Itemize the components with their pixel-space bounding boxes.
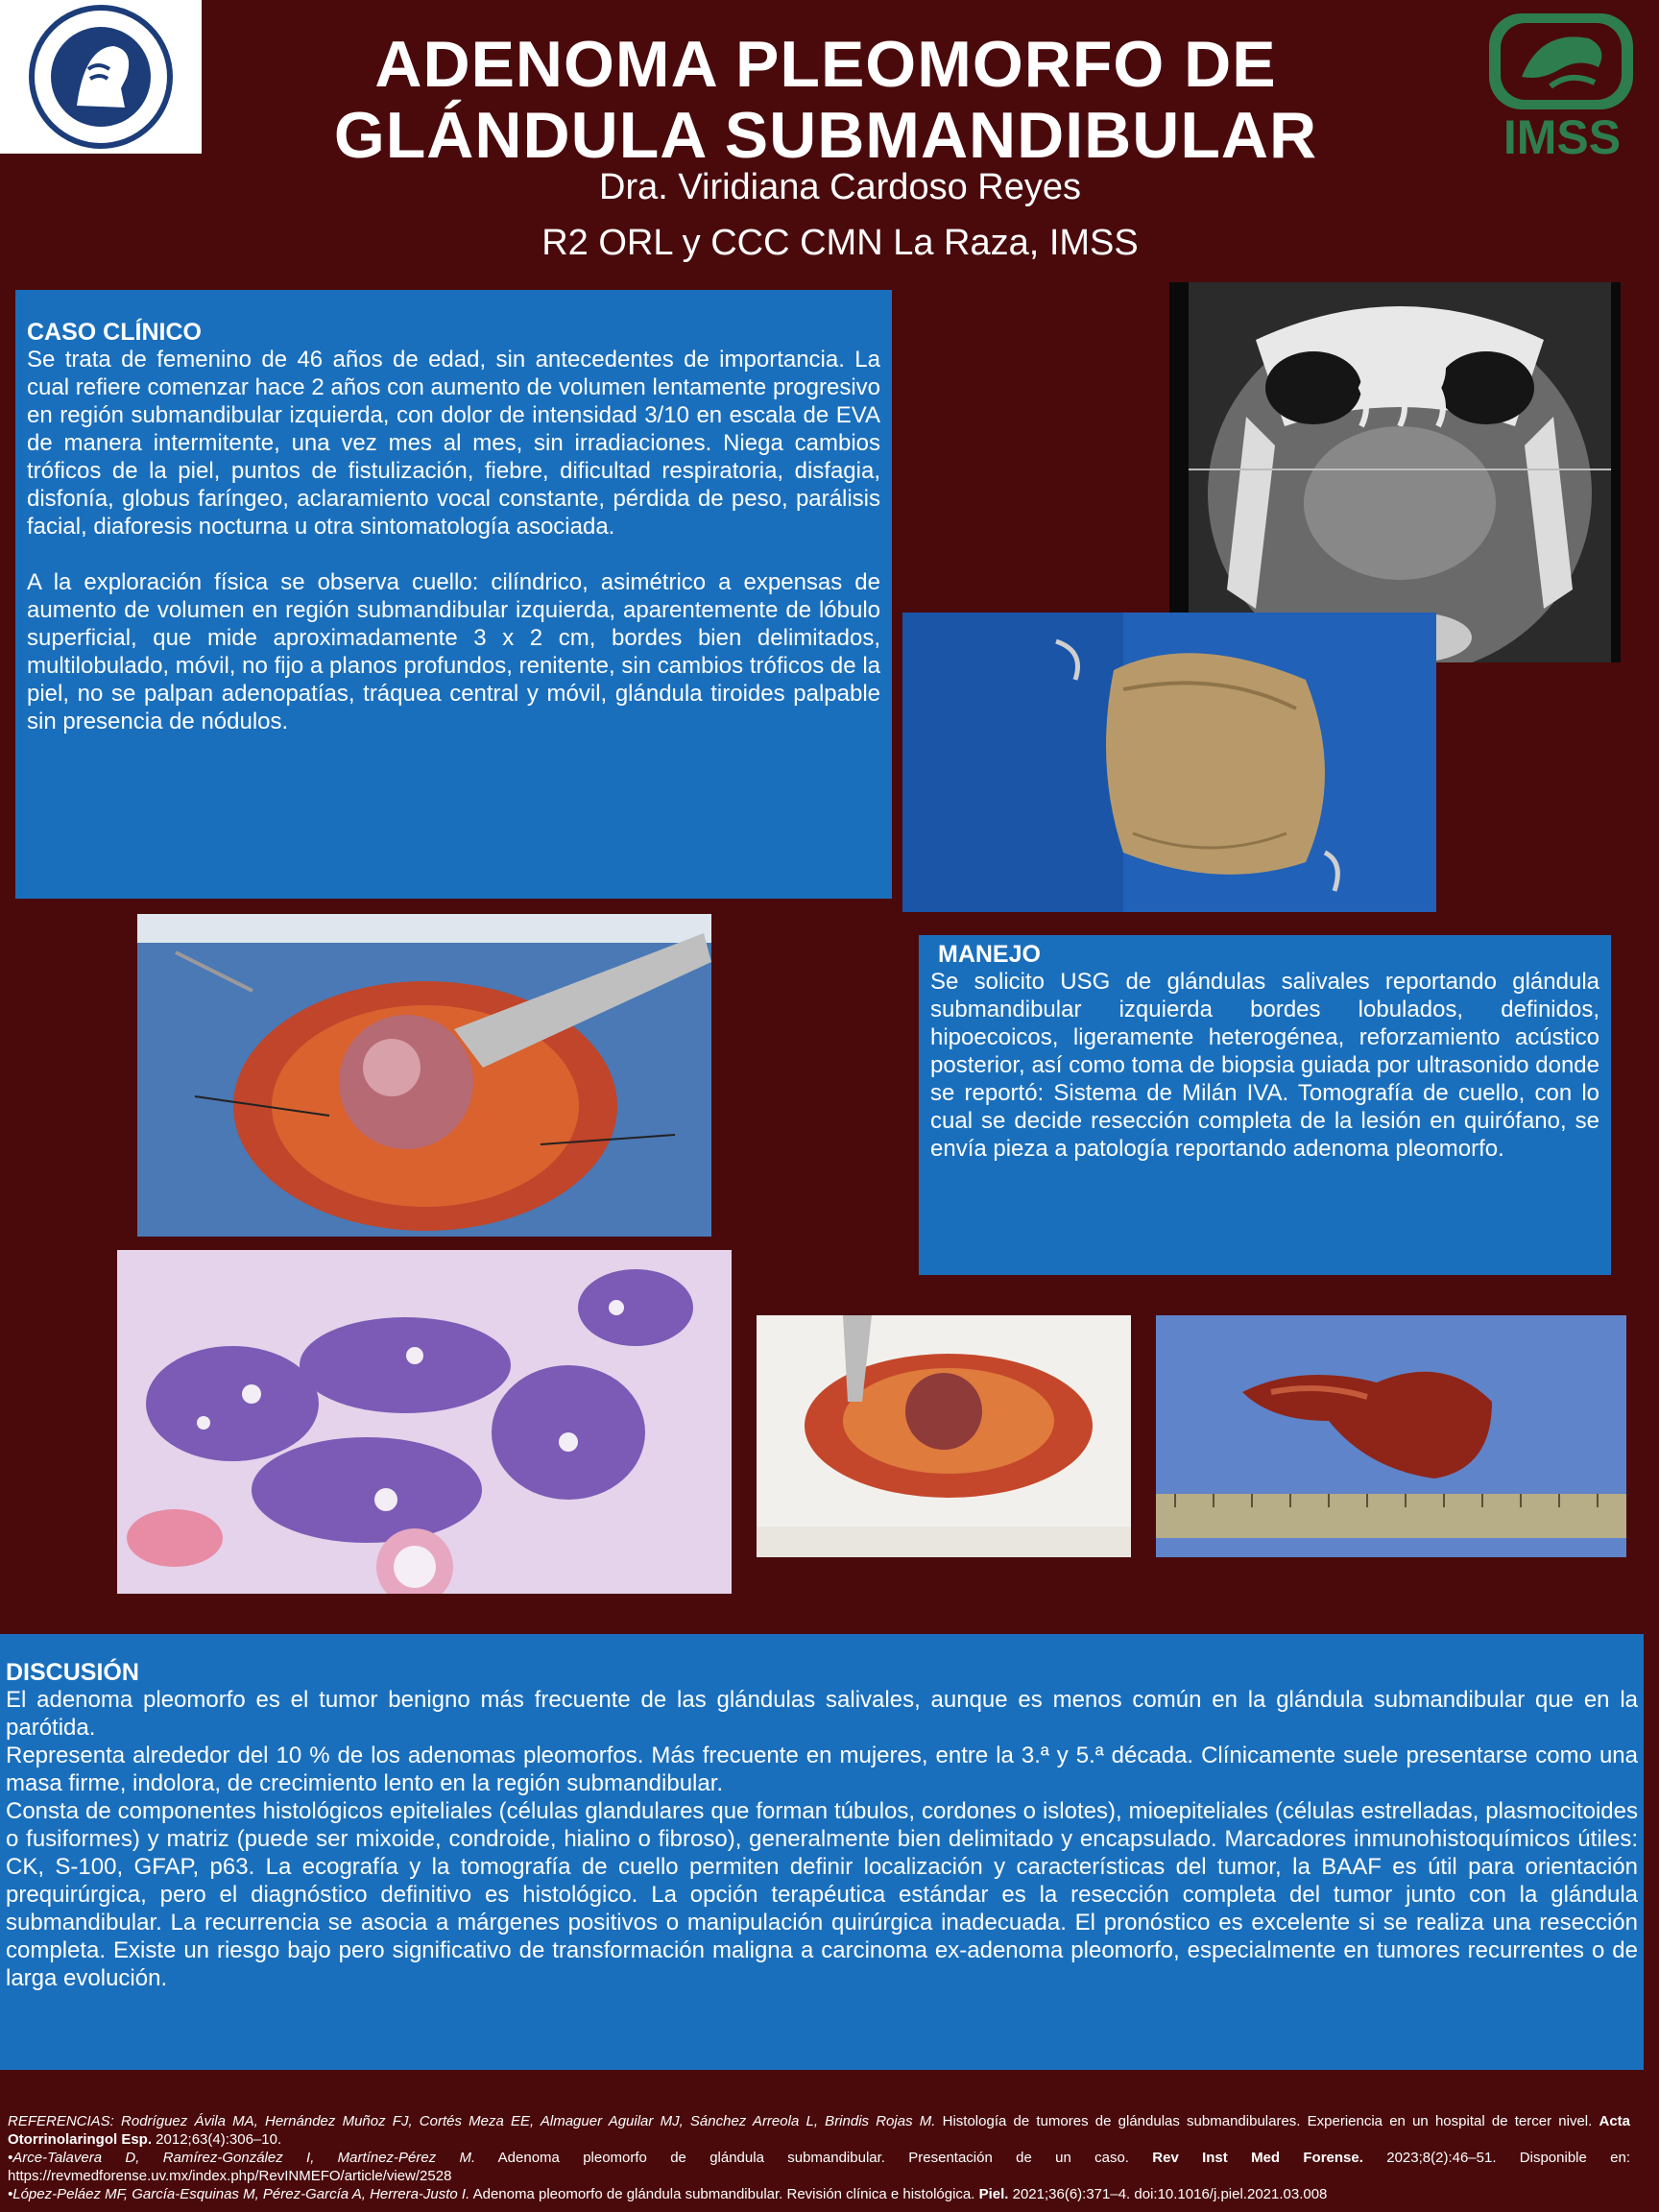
title-line-1: ADENOMA PLEOMORFO DE bbox=[374, 28, 1277, 101]
surgery-photo-1-image bbox=[137, 914, 711, 1237]
caso-clinico-paragraph-2: A la exploración física se observa cuello: cilíndrico, asimétrico a expensas de aumento de volumen en región submandibular izquierda, aparentemente de lóbulo superficial, que mide aproximadamente 3 x 2 cm, bordes bien delimitados, multilobulado, móvil, no fijo a planos profundos, renitente, sin cambios tróficos de la piel, no se palpan adenopatías, tráquea central y móvil, glándula tiroides palpable sin presencia de nódulos. bbox=[27, 569, 880, 734]
poster-title bbox=[202, 29, 1450, 171]
ent-department-seal-icon bbox=[0, 0, 202, 154]
caso-clinico-panel bbox=[15, 290, 892, 899]
caso-clinico-paragraph-1: Se trata de femenino de 46 años de edad, sin antecedentes de importancia. La cual refiere comenzar hace 2 años con aumento de volumen lentamente progresivo en región submandibular izquierda, con dolor de intensidad 3/10 en escala de EVA de manera intermitente, una vez mes al mes, sin irradiaciones. Niega cambios tróficos de la piel, puntos de fistulización, fiebre, dificultad respiratoria, disfagia, disfonía, globus faríngeo, aclaramiento vocal constante, pérdida de peso, parálisis facial, diaforesis nocturna u otra sintomatología asociada. bbox=[27, 347, 880, 540]
imss-logo-text: IMSS bbox=[1503, 110, 1622, 163]
discusion-panel bbox=[0, 1634, 1644, 2070]
neck-photo-image bbox=[902, 613, 1436, 912]
author-name: Dra. Viridiana Cardoso Reyes bbox=[599, 167, 1081, 207]
reference-3: •López-Peláez MF, García-Esquinas M, Pérez-García A, Herrera-Justo I. Adenoma pleomorfo de glándula submandibular. Revisión clínica e histológica. Piel. 2021;36(6):371–4. doi:10.1016/j.piel.2021.03.008 bbox=[8, 2186, 1328, 2202]
imss-logo bbox=[1483, 10, 1647, 163]
caso-clinico-heading: CASO CLÍNICO bbox=[27, 319, 202, 346]
discusion-paragraph-1: El adenoma pleomorfo es el tumor benigno más frecuente de las glándulas salivales, aunque es menos común en la glándula submandibular que en la parótida. bbox=[6, 1687, 1638, 1741]
ct-scan-image bbox=[1169, 282, 1621, 662]
reference-1: REFERENCIAS: Rodríguez Ávila MA, Hernández Muñoz FJ, Cortés Meza EE, Almaguer Aguilar MJ, Sánchez Arreola L, Brindis Rojas M. Histología de tumores de glándulas submandibulares. Experiencia en un hospital de tercer nivel. Acta Otorrinolaringol Esp. 2012;63(4):306–10. bbox=[8, 2113, 1630, 2148]
imss-eagle-icon bbox=[1483, 10, 1647, 163]
author-affiliation: R2 ORL y CCC CMN La Raza, IMSS bbox=[541, 223, 1139, 263]
manejo-panel bbox=[919, 935, 1611, 1275]
manejo-heading: MANEJO bbox=[938, 941, 1041, 968]
discusion-heading: DISCUSIÓN bbox=[6, 1659, 139, 1686]
discusion-paragraph-2: Representa alrededor del 10 % de los adenomas pleomorfos. Más frecuente en mujeres, entre la 3.ª y 5.ª década. Clínicamente suele presentarse como una masa firme, indolora, de crecimiento lento en la región submandibular. bbox=[6, 1743, 1638, 1796]
cmn-la-raza-logo bbox=[0, 0, 202, 154]
surgery-photo-2-image bbox=[757, 1315, 1131, 1557]
title-line-2: GLÁNDULA SUBMANDIBULAR bbox=[333, 99, 1318, 172]
reference-2: •Arce-Talavera D, Ramírez-González I, Martínez-Pérez M. Adenoma pleomorfo de glándula submandibular. Presentación de un caso. Rev Inst Med Forense. 2023;8(2):46–51. Disponible en: https://revmedforense.uv.mx/index.php/RevINMEFO/article/view/2528 bbox=[8, 2150, 1630, 2184]
specimen-photo-image bbox=[1156, 1315, 1626, 1557]
histology-image bbox=[117, 1250, 732, 1594]
discusion-paragraph-3: Consta de componentes histológicos epiteliales (células glandulares que forman túbulos, cordones o islotes), mioepiteliales (células estrelladas, plasmocitoides o fusiformes) y matriz (puede ser mixoide, condroide, hialino o fibroso), generalmente bien delimitado y encapsulado. Marcadores inmunohistoquímicos útiles: CK, S-100, GFAP, p63. La ecografía y la tomografía de cuello permiten definir localización y características del tumor, la BAAF es útil para orientación prequirúrgica, pero el diagnóstico definitivo es histológico. La opción terapéutica estándar es la resección completa del tumor junto con la glándula submandibular. La recurrencia se asocia a márgenes positivos o manipulación quirúrgica inadecuada. El pronóstico es excelente si se realiza una resección completa. Existe un riesgo bajo pero significativo de transformación maligna a carcinoma ex-adenoma pleomorfo, especialmente en tumores recurrentes o de larga evolución. bbox=[6, 1798, 1638, 1991]
references bbox=[8, 2112, 1630, 2203]
manejo-paragraph: Se solicito USG de glándulas salivales reportando glándula submandibular izquierda bordes lobulados, definidos, hipoecoicos, ligeramente heterogénea, reforzamiento acústico posterior, así como toma de biopsia guiada por ultrasonido donde se reportó: Sistema de Milán IVA. Tomografía de cuello, con lo cual se decide resección completa de la lesión en quirófano, se envía pieza a patología reportando adenoma pleomorfo. bbox=[930, 969, 1599, 1162]
